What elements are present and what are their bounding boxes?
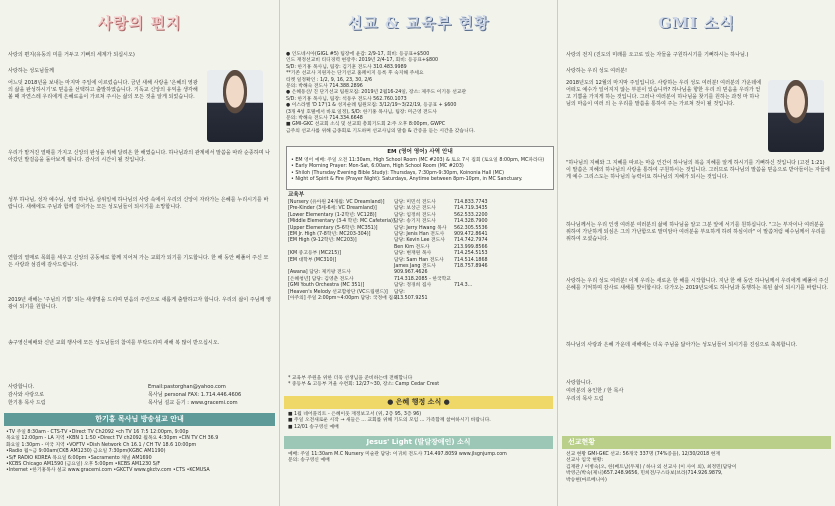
mission-item: (3개 4성 호텔에서 바로 일정), S/D: 한기홍 목사님, 팀장: 미근영 전도사: [286, 109, 437, 115]
education-cell: 714.833.7743: [454, 200, 488, 205]
education-cell: 714.3...: [454, 283, 473, 289]
gmi-greeting: 사랑하는 우리 성도 여러분!: [566, 68, 628, 74]
jesus-light-bar: Jesus' Light (발달장애인) 소식: [284, 436, 553, 449]
mission-status-item: 김재관 / 이병숙(오, 한)베트남(두제) / 하나 외 선교사 (이 사이 외), 최정민(담당이: [566, 464, 737, 470]
education-cell: 909.472.8641: [454, 232, 488, 238]
education-table: [288, 200, 554, 372]
education-cell: 213.999.8566: [454, 244, 488, 250]
gmi-closing-name: 여러분의 용인한 / 한 목사: [566, 388, 624, 394]
english-ministry-item: • Night of Spirit & Fire (Prayer Night): Saturdays, Anytime between 8pm-10pm, in MC Sanctuary.: [291, 177, 523, 183]
english-ministry-item: • Early Morning Prayer: Mon-Sat, 6:00am, High School Room (MC #203): [291, 164, 464, 170]
broadcast-line: •TV 주일 8:30am - CTS-TV •Direct TV Ch2092 •ch TV 16 7:5 12:00pm, 9:00p: [6, 430, 189, 435]
education-cell: 909.967.4626: [394, 270, 428, 276]
education-cell: 714.514.1868: [454, 257, 488, 263]
education-cell: [Lower Elementary (1-2학년: VC128)]: [288, 212, 377, 218]
mission-item: ● 이스라엘 'D 17'(1 & 성지순례 팀원모집: 3/12/19~3/22/19, 등공표 + $600: [286, 103, 457, 109]
english-ministry-list: [291, 158, 549, 188]
letter-paragraph-6: 송구영신예배와 신년 교회 행사에 모든 성도님들의 참여를 부탁드리며 새해 복 많이 받으십시오.: [8, 340, 220, 346]
mission-item: ■ GMI-GKC 선교회 소식 및 선교회 총회기도회 2:주 오후 8:00pm, GWPC: [286, 122, 446, 128]
mission-items: [286, 52, 554, 142]
education-row: [288, 296, 554, 302]
education-cell: 담당:: [394, 289, 405, 295]
education-cell: [EM Jr. High (7-8학년: MC203-304)]: [288, 232, 371, 238]
education-cell: 714.328.7900: [454, 219, 488, 225]
education-cell: 담당: 미민석 전도사: [394, 200, 436, 205]
gmi-paragraph-2: "하나님의 지혜와 그 지혜를 따르는 마음 인간이 하나님의 복음 지혜를 알게 하시기를 기뻐하신 것입니다 (고전 1:21) 이 말씀은 지혜의 하나님의 사랑을 통하여 구원하시는 것입니다. 그러므로 하나님의 말씀을 믿음으로 받아들이는 자들에게 예수 그리스도는 하나님의 능력이요 하나님의 지혜가 되시는 것입니다.: [566, 160, 830, 180]
jesus-light-list: [288, 452, 554, 468]
education-note: * 중등부 & 고등부 겨울 수련회: 12/27~30, 장소: Camp Cedar Crest: [288, 382, 440, 388]
education-cell: [은혜청년] 담당: 김영춘 전도사: [288, 276, 354, 282]
education-notes: [288, 376, 554, 390]
education-cell: 718.757.8946: [454, 264, 488, 270]
education-cell: 담당: 송기지 전도사: [394, 219, 436, 225]
gmi-news-title: GMI 소식: [658, 14, 735, 32]
gmi-closing-sign: 우리의 목사 드림: [566, 396, 604, 402]
mission-item: **기존 선교사 지원자는 단기선교 홈페이지 등록 후 숙지해 주세요: [286, 71, 424, 77]
gmi-news-column: [558, 0, 835, 506]
education-cell: 담당: Sam Han 전도사: [394, 257, 444, 263]
education-cell: [Pre-Kinder (3세-6세: VC Dreamland)]: [288, 206, 377, 212]
grace-admin-item: ■ 1월 네어플리트 - 은혜이웃 재정보고서 (위, 2층 95, 3층 96): [288, 412, 422, 417]
education-cell: 714.254.5153: [454, 251, 488, 257]
education-cell: [아주의] 주일 2:00pm~4:00pm 담당: 국정애 집사: [288, 296, 398, 302]
grace-admin-item: ■ 12/01 송구영신 예배: [288, 424, 339, 430]
jesus-light-item: 예배: 주일 11:30am M.C Nursery 미술관 담당: 이귀희 전도사 714.497.8059 www.jlsgnjump.com: [288, 452, 507, 457]
letter-sign-thanks: 감사와 사랑으로: [8, 392, 45, 398]
mission-status-item: 박승현(마르베니아): [566, 477, 607, 483]
education-cell: 담당: 보상근 전도사: [394, 206, 436, 212]
love-letter-column: [0, 0, 279, 506]
education-cell: [454, 296, 554, 302]
mission-item: 문의: 박해숙 전도사 714.334.6648: [286, 116, 363, 122]
letter-paragraph-2: 우리가 맡겨진 열매를 가지고 신앙의 완성을 위해 달려온 한 해였습니다. 하나님과의 관계에서 말씀을 따라 순종하며 나아갔던 발걸음을 돌아보게 됩니다. 감사의 시간이 될 것입니다.: [8, 150, 271, 163]
education-cell: 213.507.9251: [394, 296, 428, 302]
mission-status-item: 박영근/박숙(제니)657.248.9656, 민희전/구스타보(브라)714.926.9879,: [566, 471, 723, 477]
letter-paragraph-4: 연합의 열매로 목회를 세우고 신앙의 공동체로 함께 지어져 가는 교회가 되기를 기도합니다. 한 해 동안 베풀어 주신 모든 사랑과 섬김에 감사드립니다.: [8, 255, 269, 268]
mission-item: 티켓 일정확인 : 1/2, 9, 16, 23, 30, 2/6: [286, 77, 373, 83]
broadcast-line: •Internet •한기홍목사 설교 www.gracemi.com •GKCTV www.gkctv.com •CTS •KCMUSA: [6, 468, 210, 474]
education-cell: 562.305.5536: [454, 225, 488, 231]
education-cell: 담당: Jenis Han 전도사: [394, 232, 445, 238]
education-cell: [Heaven's Melody 선교합창단 (VC드림랜드)]: [288, 289, 388, 295]
gmi-paragraph-4: 사랑하는 우리 성도 여러분! 이제 우리는 새로운 한 해를 시작합니다. 지난 한 해 동안 하나님께서 우리에게 베풀어 주신 은혜를 기억하며 감사로 새해를 맞이합시다. 다가오는 2019년도에도 하나님과 동행하는 복된 삶이 되시기를 바랍니다.: [566, 278, 831, 291]
grace-admin-list: [288, 412, 554, 434]
education-cell: [EM High (9-12학년: MC203)]: [288, 238, 357, 244]
mission-item: S/D: 한기홍 목사님, 팀장: 석동우 전도사 562.760.1073: [286, 96, 407, 102]
education-cell: 담당: 임정희 전도사: [394, 212, 436, 218]
broadcast-sermon-bar: 한기홍 목사님 방송설교 안내: [4, 413, 275, 426]
broadcast-line: •S/F RADIO KOREA 목요일 6:00pm •Sacramento 채널 AM1690: [6, 455, 152, 461]
gmi-subtitle: 사랑의 전지 (진도의 미래를 오고로 있는 자들을 구원하시기를 기뻐하시는 하나님.): [566, 52, 749, 58]
mission-item: 금주의 선교사를 위해 금종회로 기도하며 선교사님의 말씀 & 간증을 듣는 시간을 갖습니다.: [286, 128, 475, 134]
gmi-paragraph-1: 2018년도의 12월의 마지막 주일입니다. 사랑하는 우리 성도 여러분! 여러분의 가운데에 어떠도 예수가 일어지지 않는 부분이 있습니까? 하나님을 향한 우리 의 믿음을 우리가 얻고 기쁨을 가지게 하는 것입니다. 그러나 여러분이 하나님을 찾기를 원하는 과정 마 하나님의 마음이 여러 의 는 우리를 말씀을 통하여 주는 가르쳐 것이 될 것입니다.: [566, 80, 763, 107]
gmi-pastor-photo: [768, 80, 824, 152]
mission-item: 문의: 박해숙 전도사 714.388.2896: [286, 84, 363, 90]
mission-item: ● 은혜동산/ 진 단기선교 팀원모집: 2019년 2월16-24일, 장소: 제주도 이기동 선교관: [286, 90, 467, 96]
pastor-email[interactable]: Email:pastorghan@yahoo.com: [148, 384, 226, 390]
pastor-fax: 목사님 personal FAX: 1.714.446.4606: [148, 392, 242, 398]
broadcast-line: •KCBS Chicago AM1590 (금요일) 오후 5:00pm •KCBS AM1230 S/F: [6, 462, 161, 468]
jesus-light-item: 문의: 송구영신 예배: [288, 458, 330, 464]
broadcast-line: •Radio 월~금 9:00am(CKB AM1230) 금요일 7:30pm(KGBC AM1190): [6, 449, 166, 455]
gmi-paragraph-5: 하나님의 사랑과 은혜 가운데 새해에는 더욱 주님을 닮아가는 성도님들이 되시기를 진심으로 축복합니다.: [566, 342, 798, 348]
education-cell: 714.719.3435: [454, 206, 488, 212]
education-cell: Ben Kim 전도사: [394, 244, 430, 250]
mission-item: ● 인도네시아(GIGL #5) 팀장에 윤갑: 2/9-17, 회비: 등공표+$500: [286, 52, 430, 57]
mission-status-item: 선교 현황 GMI-GKC 선교: 56개국 337명 (74%증을), 12/30/2018 현재: [566, 452, 721, 457]
education-cell: [EM 대학부 (MC310)]: [288, 257, 337, 263]
pastor-photo: [207, 70, 263, 142]
education-cell: James Jang 전도사: [394, 264, 436, 270]
education-cell: 담당: 변재원 목사: [394, 251, 432, 257]
mission-item: 인도 재정선교비 티디경력 현장주: 2019년 2/4-17, 회비: 등공표+$800: [286, 58, 439, 64]
letter-sign-pastor: 한기홍 목사 드림: [8, 400, 46, 406]
education-cell: 담당: Jerry Hwang 목사: [394, 225, 447, 231]
grace-admin-item: ■ 주일 오전새로운 시작 → 새들은 ... 교회를 위해 기도의 모임 ... 가족함께 참여하시기 바랍니다.: [288, 418, 491, 424]
mission-item: S/D: 한기홍 목사님, 팀장: 김기훈 전도사 310.483.9989: [286, 64, 407, 70]
education-title: 교육부: [288, 192, 305, 198]
letter-greeting: 사랑하는 성도님들께: [8, 68, 54, 74]
mission-status-item: 선교사 입국 현황:: [566, 458, 604, 464]
letter-paragraph-1: 어느덧 2018년을 보내는 마지막 주일에 이르렀습니다. 금년 새해 사랑을 '은혜의 영광의 삶을 완성하시기'로 믿음을 선택하고 출발하였습니다. 기독교 신앙의 유익을 생각해 볼 때 자연스레 우리에게 은혜로움이 가르쳐 주시는 삶의 모든 것을 알게 되었습니다.: [8, 80, 200, 100]
english-ministry-box: [286, 146, 554, 190]
gmi-paragraph-3: 하나님께서는 우리 인생 여러분 여러분의 삶에 하나님을 알고 그분 앞에 서기를 원하십니다. "그는 부자이나 여러분을 위하여 가난하게 되심은 그의 가난함으로 말미암아 여러분을 부요하게 하려 하심이라" 이 말씀처럼 예수님께서 우리를 위하여 오셨습니다.: [566, 222, 828, 242]
education-cell: [KM 중고등부 (MC215)]: [288, 251, 341, 257]
grace-admin-bar: ● 은혜 행정 소식 ●: [284, 396, 553, 409]
mission-education-title: 선교 & 교육부 현황: [347, 14, 490, 32]
love-letter-title: 사랑의 편지: [97, 14, 182, 32]
broadcast-line: 목요일 12:00pm - LA 지역 •KBN 1 1:50 •Direct TV ch2092 월목요 4:30pm •CIN TV CH 36.9: [6, 436, 219, 442]
mission-status-list: [566, 452, 830, 504]
letter-subtitle: 사랑의 편지(유동의 미를 거두고 기뻐의 세계가 되십시오): [8, 52, 135, 58]
letter-paragraph-5: 2019년 새해는 '주님의 기쁨' 되는 새생명을 드리며 믿음의 주인으로 새롭게 출발하고자 합니다. 우리의 삶이 주님께 영광이 되기를 원합니다.: [8, 297, 272, 310]
education-cell: [Nursery (유아원 24개월: VC Dreamland)]: [288, 200, 385, 205]
broadcast-schedule: [6, 430, 276, 504]
education-cell: 담당: Kevin Lee 전도사: [394, 238, 445, 244]
education-cell: 562.533.2200: [454, 212, 488, 218]
education-note: * 교육부 주원을 위한 더욱 선생님을 준비하는데 전해합니다: [288, 376, 413, 381]
education-cell: [Middle Elementary (3-4 학년: MC Cafeteria)]: [288, 219, 395, 225]
sermon-website[interactable]: 목사님 설교 듣기 : www.gracemi.com: [148, 400, 238, 406]
education-cell: [Awana] 담당: 제키팡 전도사: [288, 270, 351, 276]
gmi-closing-love: 사랑합니다.: [566, 380, 593, 386]
education-cell: 714.318.2085 - 한국학교: [394, 276, 451, 282]
english-ministry-item: • Shiloh (Thursday Evening Bible Study): Thursdays, 7:30pm-9:30pm, Koinonia Hall (MC): [291, 170, 505, 176]
mission-education-column: [280, 0, 557, 506]
education-cell: 담당: 정경희 집사: [394, 283, 432, 289]
education-cell: 714.742.7974: [454, 238, 488, 244]
english-ministry-item: • EM 영어 예배: 주일 오전 11:30am, High School Room (MC #203) & 토요 7시 집회 (토요일 8:00pm, MC파라다): [291, 158, 545, 163]
letter-paragraph-3: 성부 하나님, 성자 예수님, 성령 하나님, 삼위일체 하나님의 사랑 속에서 우리의 신앙이 자라가는 은혜를 누리시기를 바랍니다. 새해에도 주님과 함께 걸어가는 모든 성도님들이 되시기를 소망합니다.: [8, 197, 269, 210]
education-cell: [GMI Youth Orchestra (MC 351)]: [288, 283, 365, 289]
letter-sign-love: 사랑합니다.: [8, 384, 35, 390]
mission-status-bar: 선교현황: [562, 436, 831, 449]
education-cell: [Upper Elementary (5-6학년: MC351)]: [288, 225, 378, 231]
broadcast-line: 화요일 1:30pm - 미국 지역 •VOFTV •Dish Network Ch 16.1 / CH TV 18.6 10:00pm: [6, 442, 197, 448]
english-ministry-title: EM (영어 영어) 사역 안내: [387, 149, 453, 155]
